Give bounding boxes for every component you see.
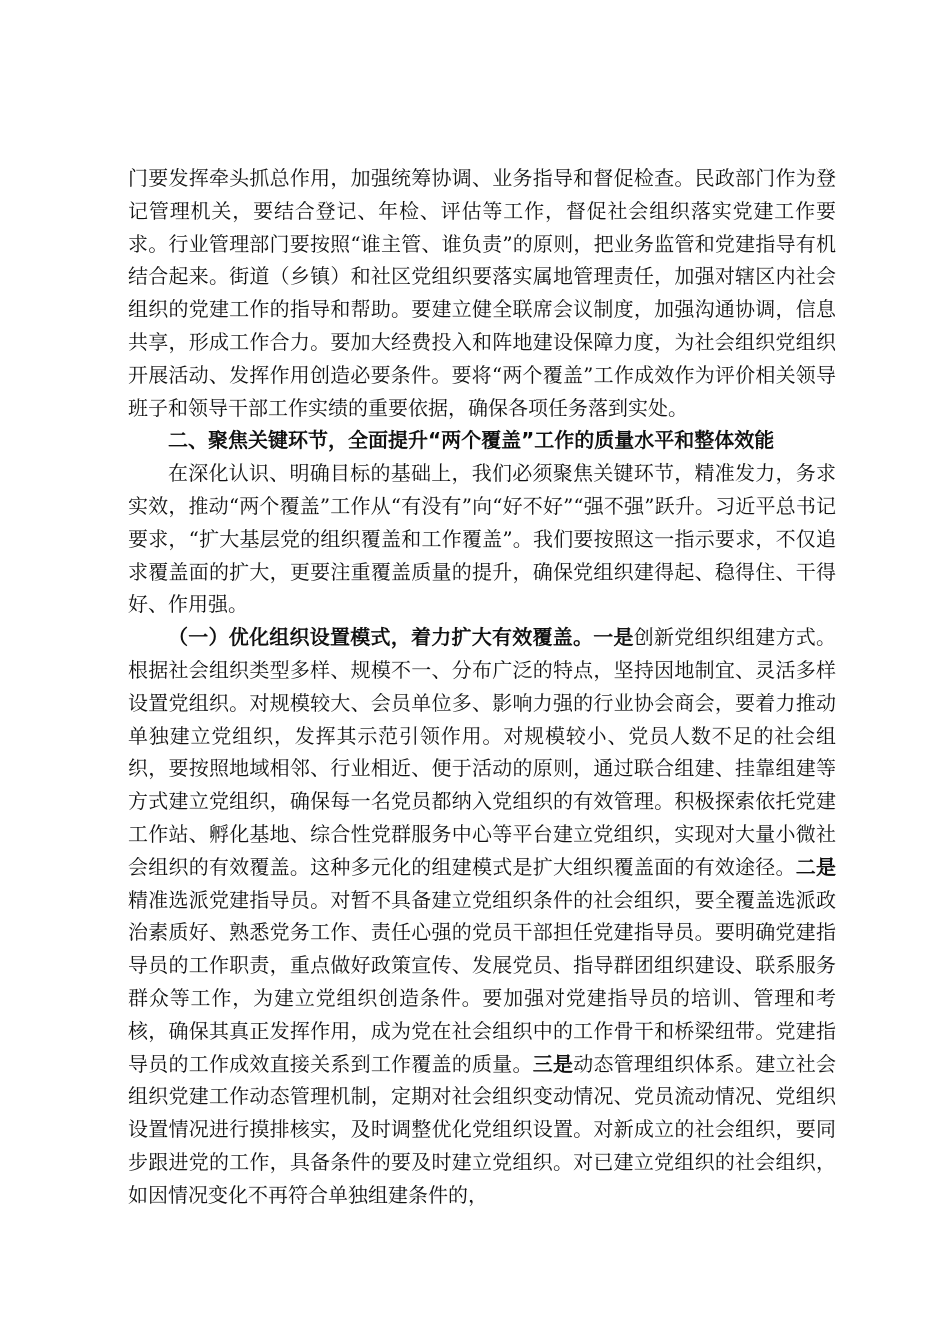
paragraph-continued: 门要发挥牵头抓总作用，加强统筹协调、业务指导和督促检查。民政部门作为登记管理机关，要结合登记、年检、评估等工作，督促社会组织落实党建工作要求。行业管理部门要按照“谁主管、谁负责”的原则，把业务监管和党建指导有机结合起来。街道（乡镇）和社区党组织要落实属地管理责任，加强对辖区内社会组织的党建工作的指导和帮助。要建立健全联席会议制度，加强沟通协调，信息共享，形成工作合力。要加大经费投入和阵地建设保障力度，为社会组织党组织开展活动、发挥作用创造必要条件。要将“两个覆盖”工作成效作为评价相关领导班子和领导干部工作实绩的重要依据，确保各项任务落到实处。: [128, 166, 836, 420]
paragraph-intro: 在深化认识、明确目标的基础上，我们必须聚焦关键环节，精准发力，务求实效，推动“两个覆盖”工作从“有没有”向“好不好”“强不强”跃升。习近平总书记要求，“扩大基层党的组织覆盖和工作覆盖”。我们要按照这一指示要求，不仅追求覆盖面的扩大，更要注重覆盖质量的提升，确保党组织建得起、稳得住、干得好、作用强。: [128, 461, 836, 617]
section-heading: 二、聚焦关键环节，全面提升“两个覆盖”工作的质量水平和整体效能: [168, 428, 775, 453]
point-label-3: 三是: [532, 1051, 574, 1076]
point-text-2: 精准选派党建指导员。对暂不具备建立党组织条件的社会组织，要全覆盖选派政治素质好、熟悉党务工作、责任心强的党员干部担任党建指导员。要明确党建指导员的工作职责，重点做好政策宣传、发展党员、指导群团组织建设、联系服务群众等工作，为建立党组织创造条件。要加强对党建指导员的培训、管理和考核，确保其真正发挥作用，成为党在社会组织中的工作骨干和桥梁纽带。党建指导员的工作成效直接关系到工作覆盖的质量。: [128, 887, 836, 1076]
point-label-1: 一是: [593, 625, 634, 650]
point-text-3: 动态管理组织体系。建立社会组织党建工作动态管理机制，定期对社会组织变动情况、党员流动情况、党组织设置情况进行摸排核实，及时调整优化党组织设置。对新成立的社会组织，要同步跟进党的工作，具备条件的要及时建立党组织。对已建立党组织的社会组织，如因情况变化不再符合单独组建条件的，: [128, 1051, 837, 1207]
paragraph-subsection: [128, 621, 836, 1211]
point-text-1: 创新党组织组建方式。根据社会组织类型多样、规模不一、分布广泛的特点，坚持因地制宜、灵活多样设置党组织。对规模较大、会员单位多、影响力强的行业协会商会，要着力推动单独建立党组织，发挥其示范引领作用。对规模较小、党员人数不足的社会组织，要按照地域相邻、行业相近、便于活动的原则，通过联合组建、挂靠组建等方式建立党组织，确保每一名党员都纳入党组织的有效管理。积极探索依托党建工作站、孵化基地、综合性党群服务中心等平台建立党组织，实现对大量小微社会组织的有效覆盖。这种多元化的组建模式是扩大组织覆盖面的有效途径。: [128, 625, 836, 879]
document-body: [128, 162, 836, 1212]
subsection-heading: （一）优化组织设置模式，着力扩大有效覆盖。: [168, 625, 594, 650]
point-label-2: 二是: [795, 854, 837, 879]
